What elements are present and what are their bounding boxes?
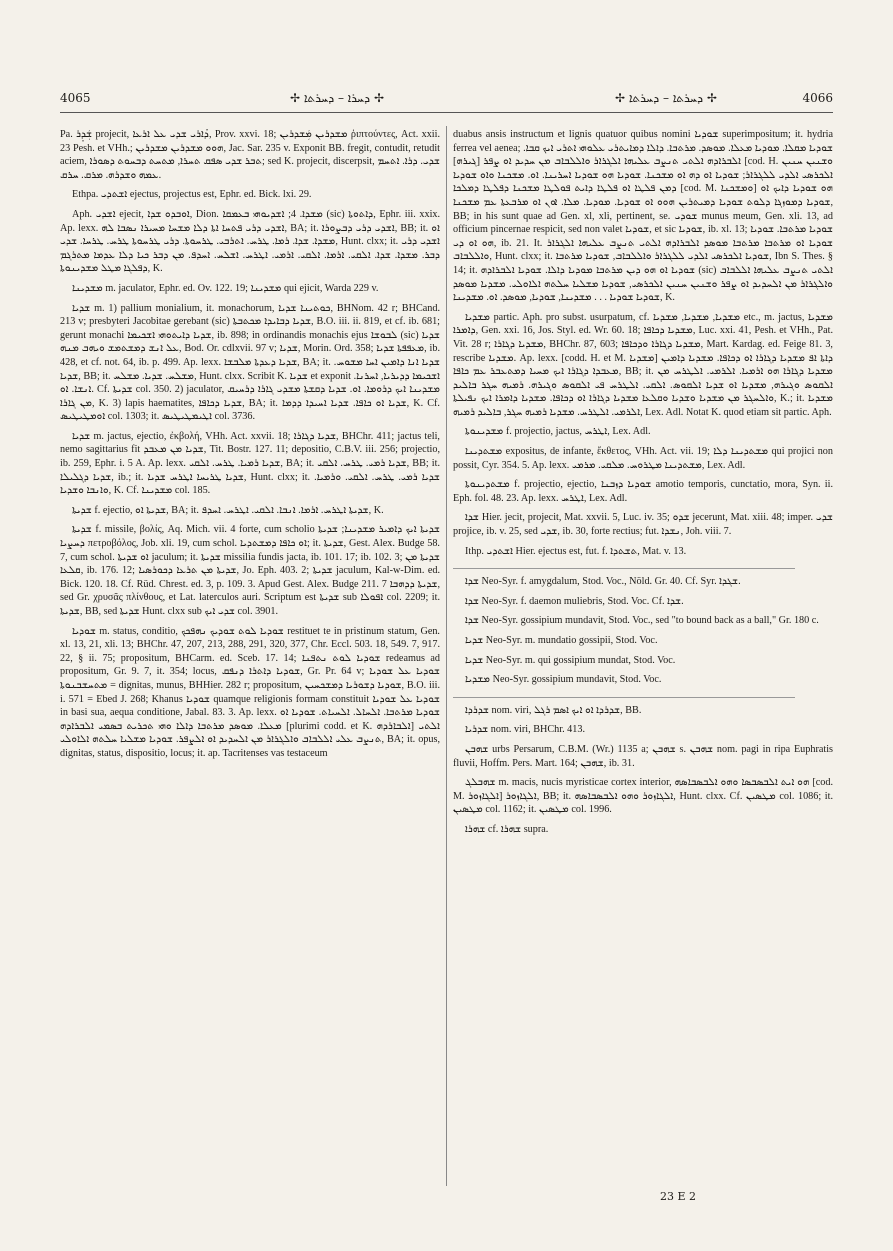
- dictionary-entry: ܡܫܬܕܝܢܘܬܐ f. projectio, ejectio, ܫܘܕܝܐ ܕܙܒܢܐ amotio temporis, cunctatio, mora, Syn. ii. Eph. fol. 48. 23. Ap. lexx. ܐܛܪܚ, Lex. Adl.: [453, 479, 833, 504]
- dictionary-entry: Ithp. ܐܫܬܕܝ Hier. ejectus est, fut. f. ܬܫܬܕܐ, Mat. v. 13.: [465, 545, 687, 557]
- dictionary-entry: ܡܫܕܝܢܘܬܐ f. projectio, jactus, ܐܛܪܚ, Lex. Adl.: [465, 426, 651, 438]
- dictionary-entry: ܫܘܕܝܐ m. status, conditio, ܫܘܕܝܐ ܠܘܬ ܫܘܕܝܟ ܢܗܦܟܟ restituet te in pristinum statum, Gen. xl. 13, 21, xli. 13; BHChr. 47, 207, 213, 288, 291, 320, 377, Chr. Eccl. 503. 18, 549. 7, 917. 22, § ii. 75; propositum, BHCarm. ed. Sceb. 17. 14; ܫܘܕܝܐ ܠܘܬ ܢܬܦܢܐ redeamus ad propositum, Gr. 9. 7, it. 354; locus, ܫܘܕܝܐ ܕܐܬܪܐ ܕܢܦܩ, Gr. Pr. 64 v; ܫܘܕܝܐ ܥܠ ܫܘܕܝܐ ܡܬܚܫܒܢܘܬܐ = dignitas, munus, BHHier. 282 r; propositum, ܫܘܕܝܐ ܕܫܘܪܝܐ ܕܡܫܟܚܝܢ, B.O. iii. i. 571 = Ebed J. 268; Khanus ܫܘܕܝܐ quamque religionis formam constituit ܫܘܕܝܐ ܥܠ ܫܘܕܝܐ in basi sua, aequa conditione, Jabal. 83. 3. Ap. lexx. ܫܘܕܝܐ ܡܪܬܒܐ. ܐܠܚܐܠ. ܐܠܚܝܐܬ. ܫܘܕܝܐ ܐܘ ܡܥܠܐ. ܡܘܣܕ ܡܪܬܒܐ ܕܐܠܐ ܘܗܝ ܬܟܪܝܬ ܒܣܡܝ ܐܠܒܪܐܕܗ [plurimi codd. et K. ܐܠܒܐܪܕܗ] ܐܠܬܝ ܬܢܨܒ ܥܠܝ ܐܠܠܒܐܒ ܘܐܠܓܪܐܪ ܡܢ ܐܠܚܕܝܕ ܐܘ ܐܠܨܦܪ. ܫܘܕܝܐ ܡܫܠܝܐ ܚܠܬܗ ܐܠܐܘܠܝ, BA; it. opus, dignitas, status, dispositio, locus; it. ap. Tacritenses vas testaceum: [60, 625, 441, 759]
- page-number-right: 4066: [802, 91, 833, 105]
- neo-syriac-entry: ܡܫܕܝܐ Neo-Syr. gossipium mundavit, Stod. Voc.: [465, 674, 662, 686]
- dictionary-entry: Pa. ܫܲܕܸܪ projecit, ܕܳܐܪܝ ܫܕܝ ܥܠ ܐܪܥܐ, Prov. xxvi. 18; ܡܫܕܪܝܢ ܡܲܫܕܪܝܢ ῥιπτούντες, Act. xxii. 23 Pesh. et VHh.; ܗܘܘ ܡܫܕܪܝܢ ܡܫܕܪܝܢ, Jac. Sar. 235 v. Exponit BB. fregit, contudit, retudit aciem, ܬܒܪ ܫܕܝ ܣܦܩ ܬܚܪܐ, ܡܬܚܬ ܕܒܚܘܬ ܕܣܘܪܐ; sed K. projecit, discerpsit, ܫܕܝ. ܕܪܐ. ܐܬܚܡ ܥܡܗ ܘܫܕܪܗ. ܡܪܩ. ܚܪܩ.: [60, 129, 441, 181]
- dictionary-entry: ܡܫܕܝܐ partic. Aph. pro subst. usurpatum, cf. ܡܫܕܝܐ, ܡܫܕܝܐ, ܡܫܕܝܐ etc., m. jactus, ܡܫܕܝܐ ܕܐܡܪܐ, Gen. xxi. 16, Jos. Styl. ed. Wr. 60. 18; ܡܫܕܝܐ ܕܟܐܦܐ, Luc. xxi. 41, Pesh. et VHh., Pat. Vit. 28 r; ܡܫܕܝܐ ܕܓܐܪܐ, BHChr. 87, 603; ܡܫܕܝܐ ܕܓܐܪܐ ܘܕܟܐܦܐ, Mart. Kardag. ed. Feige 81. 3, rescribe ܡܫܕܝܐ. Ap. lexx. [codd. H. et M. ܡܫܕܝܐ] ܕܐܬܐ ܐܦ ܡܫܕܝܐ ܕܓܐܪܐ ܐܘ ܕܟܐܦܐ. ܡܫܕܝܐ ܕܐܡܝܢ ܡܥܒܕܐ ܕܓܐܪܐ ܐܝܟ ܡܚܝܐ ܕܡܬܥܒܪ ܥܡ ܟܐܦܐ, BB; it. ܡܫܕܝܐ ܕܓܐܪܐ ܗܘ ܐܪܡܝܐ. ܐܠܪܡܝ. ܐܠܛܪܚ ܡܢ ܐܠܩܘܣ ܘܓܝܪܗ, ܡܫܕܝܐ ܐܘ ܫܕܝܐ ܐܠܩܘܣ. ܐܠܩܝ. ܐܠܛܪܚ ܦܝ ܐܠܩܘܣ ܘܓܝܪܗ. ܪܡܝܗ ܚܓܪ ܒܐܠܝܕ ܘܐܠܚܓܪ ܡܢ ܡܫܕܝܐ ܘܫܕܝܐ ܘܩܠܥܐ ܡܫܕܝܐ ܕܓܐܪܐ ܐܘ ܕܟܐܦܐ. ܡܫܕܝܐ ܕܐܡܪܐ ܐܝܟ ܢܦܝܠܬܐ, K.; it. ܡܫܕܝܐ ܐܠܪܡܝ. ܐܠܛܪܚ. ܡܫܕܝܐ ܪܡܝܗ ܚܓܪ, ܒܐܠܝܕ ܪܡܝܗ, Lex. Adl. Notat K. quod etiam sit partic. Aph.: [453, 311, 834, 418]
- dictionary-entry: ܡܫܬܕܝܢܐ expositus, de infante, ἔκθετος, VHh. Act. vii. 19; ܡܫܬܕܝܢܐ ܕܠܐ qui projici non possit, Cyr. 354. 5. Ap. lexx. ܡܫܬܕܝܢܐ ܡܛܪܘܚ. ܡܠܩܝ. ܡܪܡܝ, Lex. Adl.: [453, 446, 833, 471]
- name-entry: ܫܕܪܕܐ nom. viri, ܫܕܪܕܐ ܐܘ ܐܝܟ ܐܣܡ ܪܓܠ, BB.: [465, 704, 642, 716]
- running-title-left: ✢ ܕܚܪܐ – ܕܚܪܬܐ ✢: [290, 90, 384, 105]
- signature-mark: 23 E 2: [660, 1190, 697, 1203]
- section-divider: [453, 568, 795, 569]
- dictionary-entry: duabus ansis instructum et lignis quatuor quibus nomini ܫܘܕܝܐ superimpositum; it. hydria ferrea vel aenea; ܫܘܕܝܐ ܡܩܠܐ. ܡܘܕܝܐ ܡܥܠܐ. ܡܘܣܕ. ܡܪܬܒܐ. ܕܐܠܐ ܕܡܐܝܬܪܝ ܥܠܘܗܝ ܐܬܪܝ ܐܝܟ ܩܒܐ. ܐܠܒܪܐܕܗ ܐܠܬܝ ܬܢܨܒ ܥܠܝܗܐ ܐܠܓܪܐܪ ܘܐܠܠܒܐܒ ܡܢ ܚܕܝܕ ܐܘ ܨܦܪ [ܓܝܪܗ] [cod. H. ܘܫܢܝܢ ܚܢܝܢ ܐܠܟܪܣܝ ܐܠܕܝ ܠܠܓܪܐܪ; ܫܘܕܝܐ ܐܘ ܕܗ ܐܘ ܡܫܟܢܐ. ܫܘܕܝܐ ܗܘ ܫܘܕܝܐ ܐܚܪܝܢܐ. ܐܘ. ܡܫܟܢܐ ܘܐܘ ܫܘܕܝܐ ܕܡܢ ܦܠܛܐ ܐܘ ܦܠܛܐ ܕܐܝܬ ܦܘܠܛܐ ܡܫܟܢܐ ܕܦܠܛܐ ܕܡܠܟܐ [cod. M. ܘܡܫܟܢܐ] ܗܘ ܫܘܕܝܐ ܕܐܝܟ ܐܘ ܫܘܕܝܐ ܕܡܘܙܓܐ ܕܠܘܬ ܫܘܕܝܐ ܕܡܝܬܪܝܢ ܗܘܘ ܐܘ ܫܘܕܝܐ. ܡܘܕܝܐ. ܡܠܐ. ܐܘܢ ܐܘ ܡܪܒܥܬܐ ܥܡ ܡܫܟܢܐ, BB; in his sunt quae ad Gen. xl, xli, pertinent, se. ܫܘܕܝ munus meum, Gen. xli. 13, ad officium pincernae respicit, sed non valet ܫܘܕܝܐ, et sic ܫܘܕܝܐ, ib. xl. 13; ܫܘܕܝܐ ܡܪܬܒܐ. ܫܘܕܝܐ ܗܘ ܐܘ ܕܝ, ib. 21. It. ܫܘܕܝܐ ܐܘ ܡܪܬܒܐ ܡܪܬܒܐ ܡܘܣܕ ܐܠܒܪܐܕܗ ܐܠܬܝ ܬܢܨܒ ܥܠܝܗܐ ܐܠܓܪܐܪ ܘܐܠܠܒܐܒ, Hunt. clxx; it. ܫܘܕܝܐ ܐܠܟܪܣܝ ܐܠܕܝ ܠܠܓܪܐܪ ܘܐܠܠܒܐܒ, ܫܘܕܝܐ ܡܪܬܒܐ, Ibn S. Thes. § 14; it. ܫܘܕܝܐ ܐܘ ܗܘ ܕܝܢ ܡܪܬܒܐ ܡܘܕܝܐ ܕܐܠܐ. ܫܘܕܝܐ ܐܠܒܪܐܕܗ (sic) ܐܠܬܝ ܬܢܨܒ ܥܠܝܗܐ ܐܠܠܒܐܒ ܘܐܠܓܪܐܪ ܡܢ ܐܠܚܕܝܕ ܐܘ ܨܦܪ ܘܫܢܝܢ ܚܢܝܢ ܐܠܟܪܣܝ, ܫܘܕܝܐ ܡܫܠܝܐ ܚܠܬܗ ܐܠܐܘܠܝ. ܡܫܕܝܐ ܡܘܣܕ ܫܘܕܝܐ ܫܘܕܝܐ . . . ܡܫܕܝܢܐ, ܫܘܕܝܐ, ܡܘܣܕ. ܐܘ. ܡܫܕܝܢܐ, K.: [453, 129, 834, 304]
- dictionary-entry: ܫܕܝܬܐ f. missile, βολίς, Aq. Mich. vii. 4 forte, cum scholio ܫܕܝܬܐ ܐܝܟ ܕܐܡܝܪ ܡܫܕܝܢܐ; ܫܕܝܬܐ ܕܚܨܝܐ πετροβόλος, Job. xli. 19, cum schol. ܐܘ ܟܐܦܐ ܕܡܫܬܕܝܐ; it. ܫܕܝܬܐ, Gest. Alex. Budge 58. 7, cum schol. ܐܘ ܫܕܝܬܐ jaculum; it. ܫܕܝܬܐ missilia fundis jacta, ib. 101. 17; ib. 102. 3; ܫܕܝܬܐ ܡܢ ܩܠܥܐ, ib. 176. 12; ܫܕܝܬܐ ܡܢ ܬܪܥܐ ܕܟܘܪܣܝܐ, Jo. Eph. 403. 2; ܫܕܝܬܐ jaculum, Kal-w-Dim. ed. Bick. 120. 18. Cf. Rüd. Chrest. ed. 3, p. 109. 3. Apud Gest. Alex. Budge 211. 7 ܫܕܝܬܐ ܕܕܗܒܐ, sed Gr. χρυσᾶς πλίνθους, et Lat. laterculos auri. Scriptum est ܫܕܝܬܐ sub ܐܦܘܠܐ col. 2209; it. ܫܕܝܬܐ, BB, sed ܫܕܝܬܐ Hunt. clxx sub ܫܕܝ ܐܝܟ col. 3901.: [60, 524, 440, 617]
- neo-syriac-entry: ܫܕܝܐ Neo-Syr. m. mundatio gossipii, Stod. Voc.: [465, 635, 658, 646]
- dictionary-entry: Aph. ܐܫܕܝ ejecit, ܐܘܒܕܘ ܫܕܐ, Dion. ܡܫܕܐ. 4; ܐܫܕܝܘܗܝ ܒܥܡܩܐ (sic) ܕܐܬܘܬܐ, Ephr. iii. xxix. Ap. lexx. ܐܫܕܝ ܕܪܝ ܦܬܚܐ ܐܬܐ ܕܠܐ ܡܫܚܐ ܡܚܝܪܐ ܢܣܒܐ ܠܗ, BA; it. ܐܫܕܝ ܕܪܝ ܕܒܨܘܪܐ, BB; it. ܐܘ ܡܫܕܐ. ܫܕܐ. ܪܡܐ. ܛܪܚ. ܐܬܪܒܝ. ܛܪܚܘܬܐ. ܕܪܝ ܛܪܚܘܬܐ ܛܪܚ. ܛܪܚܐ. ܫܕܝ, Hunt. clxx; it. ܐܫܕܝ ܕܪܝ ܕܒܪ. ܡܫܕܐ. ܫܕܐ. ܐܠܩܝ. ܐܪܡܐ. ܐܠܩܝ. ܐܪܡܝ. ܐܛܪܚ. ܐܫܠܚ. ܐܚܕܦ. ܡܢ ܕܒܪ ܟܝܐ ܕܠܐ ܥܕܡܐ ܡܬܪܓܡ ܕܦܠܓܐ ܡܛܠ ܡܫܕܝܢܘܬܐ, K.: [60, 208, 441, 275]
- name-entry: ܫܕܪܝܐ nom. viri, BHChr. 413.: [465, 724, 585, 736]
- dictionary-entry: Ethpa. ܐܫܬܕܝ ejectus, projectus est, Ephr. ed. Bick. lxi. 29.: [72, 189, 312, 201]
- running-header: [60, 88, 833, 108]
- neo-syriac-entry: ܫܕܝܐ Neo-Syr. m. qui gossipium mundat, Stod. Voc.: [465, 654, 676, 666]
- column-rule: [446, 126, 447, 1186]
- page-number-left: 4065: [60, 91, 91, 105]
- left-column: [60, 128, 440, 767]
- name-entry: ܫܗܪܐ cf. ܫܗܪܐ supra.: [465, 823, 549, 835]
- neo-syriac-entry: ܫܕܐ Neo-Syr. f. daemon muliebris, Stod. Voc. Cf. ܫܕܐ.: [465, 595, 684, 607]
- neo-syriac-entry: ܫܕܐ Neo-Syr. f. amygdalum, Stod. Voc., Nöld. Gr. 40. Cf. Syr. ܫܓܕܐ.: [465, 576, 741, 588]
- dictionary-entry: ܡܫܕܝܢܐ m. jaculator, Ephr. ed. Ov. 122. 19; ܡܫܕܝܢܐ qui ejicit, Warda 229 v.: [72, 282, 379, 294]
- running-title-right: ✢ ܕܚܪܬܐ – ܕܚܪܬܐ ✢: [615, 90, 717, 105]
- name-entry: ܫܗܒܢ urbs Persarum, C.B.M. (Wr.) 1135 a; ܫܗܒܢ s. ܫܗܒܢ nom. pagi in ripa Euphratis fluvii, Hoffm. Pers. Mart. 164; ܫܗܒܢ, ib. 31.: [453, 743, 834, 769]
- dictionary-entry: ܫܕܝܐ m. 1) pallium monialium, it. monachorum, ܟܘܬܝܢܐ ܫܕܝܐ, BHNom. 42 r; BHCand. 213 v; presbyteri Jacobitae gerebant (sic) ܫܕܝܐ ܕܒܐܝܕܐ ܡܟܬܒܬܐ, B.O. iii. ii. 819, et cf. ib. 681; gerunt monachi ܫܕܝܐ ܕܐܝܬܘܗܝ ܐܫܟܝܡܐ, ib. 898; in ordinandis monachis ejus ܠܒܘܫܐ (sic) ܫܕܝܐ ܥܠ ܐܢܫ ܕܡܫܬܡܫ ܘܝܗܒ ܡܢܗ, Bod. Or. cdlxvii. 97 v; ܫܕܝܐ, Morin. Ord. 358; ܡܥܦܦܬܐ ܫܕܝܐ, ib. 428, et cf. not. 64, ib. p. 499. Ap. lexx. ܫܕܝܐ ܕܥܕܬܐ ܡܠܒܫܐ, BA; it. ܫܕܝܐ ܐܢܐ ܕܐܡܝܢ ܐܚܐ ܡܫܘܚ. ܫܕܝܐ, BB; it. ܡܫܠܚ. ܫܕܝܐ. ܡܫܠܚ, Hunt. clxx. Scribit K. ܫܕܝܐ et exponit ܐܫܟܝܡܐ ܕܕܝܪܝܐ, ܐܚܪܢܐ. ܐܢܫܐ. ܐܘ. Cf. ܫܕܝܬܐ col. 350. 2) jaculator, ܡܫܕܝܢܐ ܐܝܟ ܕܪܘܡܐ. ܐܘ. ܫܕܝܐ ܕܩܫܬܐ ܡܫܕܝ ܓܐܪܐ ܕܪܚܝܩ ܡܢ ܓܐܪܐ, K. 3) lapis haematites, ܫܕܝܐ ܕܟܐܦܐ, BA; it. ܫܕܝܐ ܐܘ ܟܐܦܐ. ܫܕܝܐ ܐܚܝܕܐ ܕܕܡܐ, K. Cf. ܐܘܡܛܝܛܝܣ col. 1303; it. ܐܛܝܡܛܝܛܝܣ col. 3736.: [60, 302, 441, 423]
- neo-syriac-entry: ܫܕܐ Neo-Syr. gossipium mundavit, Stod. Voc., sed "to bound back as a ball," Gr. 180 c.: [465, 615, 819, 627]
- name-entry: ܫܗܒܠܓ m. macis, nucis myristicae cortex interior, ܗܘ ܐܝܬ ܐܠܒܣܒܣܐ ܘܗܘ ܐܠܒܣܒܐܣܗ [cod. M. ܐܠܓܐܙܘܪ] ܐܠܓܐܙܘܪ, BB; it. ܐܠܓܐܙܘܪ ܘܗܘ ܐܠܒܣܒܐܣܗ, Hunt. clxx. Cf. ܡܛܣܝܢ col. 1086; it. ܡܛܣܝܢ col. 1162; it. ܡܛܣܝܢ col. 1996.: [453, 777, 834, 816]
- right-column: [453, 128, 833, 843]
- dictionary-entry: ܫܕܝܐ m. jactus, ejectio, ἐκβολή, VHh. Act. xxvii. 18; ܫܕܝܐ ܕܓܐܪܐ, BHChr. 411; jactus teli, nemo sagittarius fit ܫܕܝܐ ܡܢ ܡܥܒܕ, Tit. Bostr. 127. 11; depositio, C.B.V. iii. 256; projectio, ib. 259, Ephr. i. 5 A. Ap. lexx. ܫܕܝܐ ܪܡܝܐ. ܛܪܚ. ܐܠܩܝ, BA; it. ܫܕܝܐ ܪܡܝ. ܛܪܚ. ܐܠܩܝ, BB; it. ܫܕܝܐ ܕܓܠܝܠܐ, ib.; it. ܫܕܝܐ ܛܪܝܚܐ ܐܛܪܚ ܫܕܝܐ, Hunt. clxx; it. ܫܕܝܐ ܪܡܝ. ܛܪܚ. ܐܠܩܝ. ܘܪܡܝܐ. ܘܐܢܒܐ ܘܫܕܝܐ, K. Cf. ܡܫܕܝܢܐ col. 185.: [60, 430, 441, 497]
- header-rule: [60, 112, 833, 113]
- dictionary-entry: ܫܕܝܬܐ f. ejectio, ܫܕܝܬܐ ܐܘ, BA; it. ܫܕܝܬܐ ܐܛܪܚ. ܐܪܡܐ. ܐܢܒܐ. ܐܠܩܝ. ܐܛܪܚ. ܐܚܕܦ, K.: [72, 504, 384, 516]
- dictionary-entry: ܫܕܐ Hier. jecit, projecit, Mat. xxvii. 5, Luc. iv. 35; ܫܕܘ jecerunt, Mat. xiii. 48; imper. ܫܕܝ projice, ib. v. 25, sed ܫܕܝ, ib. 30, forte rectius; fut. ܢܫܕܐ, Joh. viii. 7.: [453, 512, 833, 538]
- section-divider: [453, 697, 795, 698]
